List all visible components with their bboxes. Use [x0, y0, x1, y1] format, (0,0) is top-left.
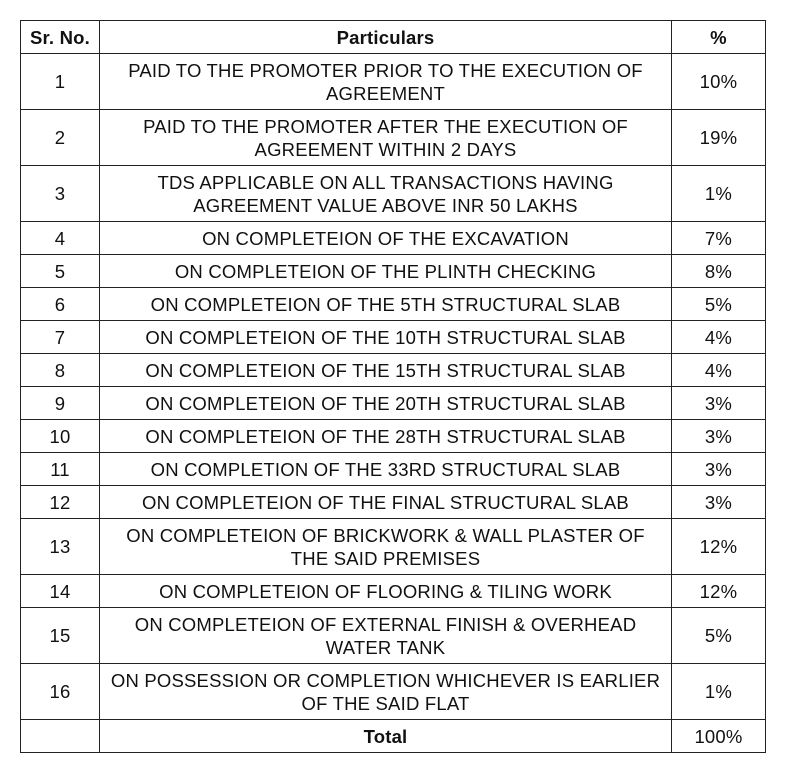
cell-sr-no: 4	[21, 222, 100, 255]
cell-sr-no: 2	[21, 110, 100, 166]
cell-sr-no: 8	[21, 354, 100, 387]
table-body	[21, 54, 766, 753]
cell-particulars: ON COMPLETEION OF THE 15TH STRUCTURAL SLAB	[100, 354, 672, 387]
cell-percent: 3%	[672, 387, 766, 420]
table-row	[21, 354, 766, 387]
cell-percent: 3%	[672, 486, 766, 519]
header-sr-no: Sr. No.	[21, 21, 100, 54]
cell-percent: 8%	[672, 255, 766, 288]
cell-particulars: TDS APPLICABLE ON ALL TRANSACTIONS HAVING AGREEMENT VALUE ABOVE INR 50 LAKHS	[100, 166, 672, 222]
table-row	[21, 453, 766, 486]
cell-sr-no: 3	[21, 166, 100, 222]
cell-sr-no: 5	[21, 255, 100, 288]
cell-sr-no: 11	[21, 453, 100, 486]
cell-particulars: ON COMPLETEION OF FLOORING & TILING WORK	[100, 575, 672, 608]
cell-particulars: ON COMPLETEION OF THE PLINTH CHECKING	[100, 255, 672, 288]
cell-sr-no: 13	[21, 519, 100, 575]
cell-percent: 12%	[672, 575, 766, 608]
cell-sr-no: 16	[21, 664, 100, 720]
cell-particulars: ON COMPLETEION OF THE 20TH STRUCTURAL SLAB	[100, 387, 672, 420]
cell-percent: 5%	[672, 288, 766, 321]
cell-particulars: ON COMPLETEION OF BRICKWORK & WALL PLASTER OF THE SAID PREMISES	[100, 519, 672, 575]
table-row	[21, 486, 766, 519]
cell-percent: 4%	[672, 354, 766, 387]
cell-particulars: ON COMPLETION OF THE 33RD STRUCTURAL SLAB	[100, 453, 672, 486]
cell-sr-no: 12	[21, 486, 100, 519]
total-label: Total	[100, 720, 672, 753]
cell-particulars: ON COMPLETEION OF THE 10TH STRUCTURAL SLAB	[100, 321, 672, 354]
cell-percent: 19%	[672, 110, 766, 166]
cell-percent: 10%	[672, 54, 766, 110]
cell-particulars: ON COMPLETEION OF THE EXCAVATION	[100, 222, 672, 255]
table-row	[21, 608, 766, 664]
cell-percent: 3%	[672, 420, 766, 453]
header-percent: %	[672, 21, 766, 54]
table-row	[21, 519, 766, 575]
cell-particulars: ON COMPLETEION OF THE 28TH STRUCTURAL SLAB	[100, 420, 672, 453]
total-percent: 100%	[672, 720, 766, 753]
table-row	[21, 420, 766, 453]
cell-particulars: ON POSSESSION OR COMPLETION WHICHEVER IS EARLIER OF THE SAID FLAT	[100, 664, 672, 720]
table-row	[21, 575, 766, 608]
cell-sr-no: 15	[21, 608, 100, 664]
table-row	[21, 222, 766, 255]
cell-particulars: PAID TO THE PROMOTER AFTER THE EXECUTION OF AGREEMENT WITHIN 2 DAYS	[100, 110, 672, 166]
table-row	[21, 288, 766, 321]
cell-particulars: ON COMPLETEION OF THE 5TH STRUCTURAL SLAB	[100, 288, 672, 321]
header-row	[21, 21, 766, 54]
cell-sr-no: 7	[21, 321, 100, 354]
table-header	[21, 21, 766, 54]
cell-particulars: PAID TO THE PROMOTER PRIOR TO THE EXECUTION OF AGREEMENT	[100, 54, 672, 110]
header-particulars: Particulars	[100, 21, 672, 54]
table-row	[21, 54, 766, 110]
table-row	[21, 387, 766, 420]
cell-sr-no: 14	[21, 575, 100, 608]
cell-sr-no: 6	[21, 288, 100, 321]
payment-schedule-container	[20, 20, 766, 753]
table-row	[21, 321, 766, 354]
table-row	[21, 255, 766, 288]
cell-percent: 3%	[672, 453, 766, 486]
cell-sr-no: 9	[21, 387, 100, 420]
cell-particulars: ON COMPLETEION OF EXTERNAL FINISH & OVERHEAD WATER TANK	[100, 608, 672, 664]
cell-percent: 7%	[672, 222, 766, 255]
table-row	[21, 110, 766, 166]
cell-sr-no: 1	[21, 54, 100, 110]
cell-sr-no: 10	[21, 420, 100, 453]
table-row	[21, 664, 766, 720]
cell-percent: 5%	[672, 608, 766, 664]
cell-percent: 1%	[672, 166, 766, 222]
total-sr-no-empty	[21, 720, 100, 753]
cell-percent: 4%	[672, 321, 766, 354]
cell-particulars: ON COMPLETEION OF THE FINAL STRUCTURAL SLAB	[100, 486, 672, 519]
cell-percent: 1%	[672, 664, 766, 720]
payment-schedule-table	[20, 20, 766, 753]
table-row	[21, 166, 766, 222]
cell-percent: 12%	[672, 519, 766, 575]
total-row	[21, 720, 766, 753]
